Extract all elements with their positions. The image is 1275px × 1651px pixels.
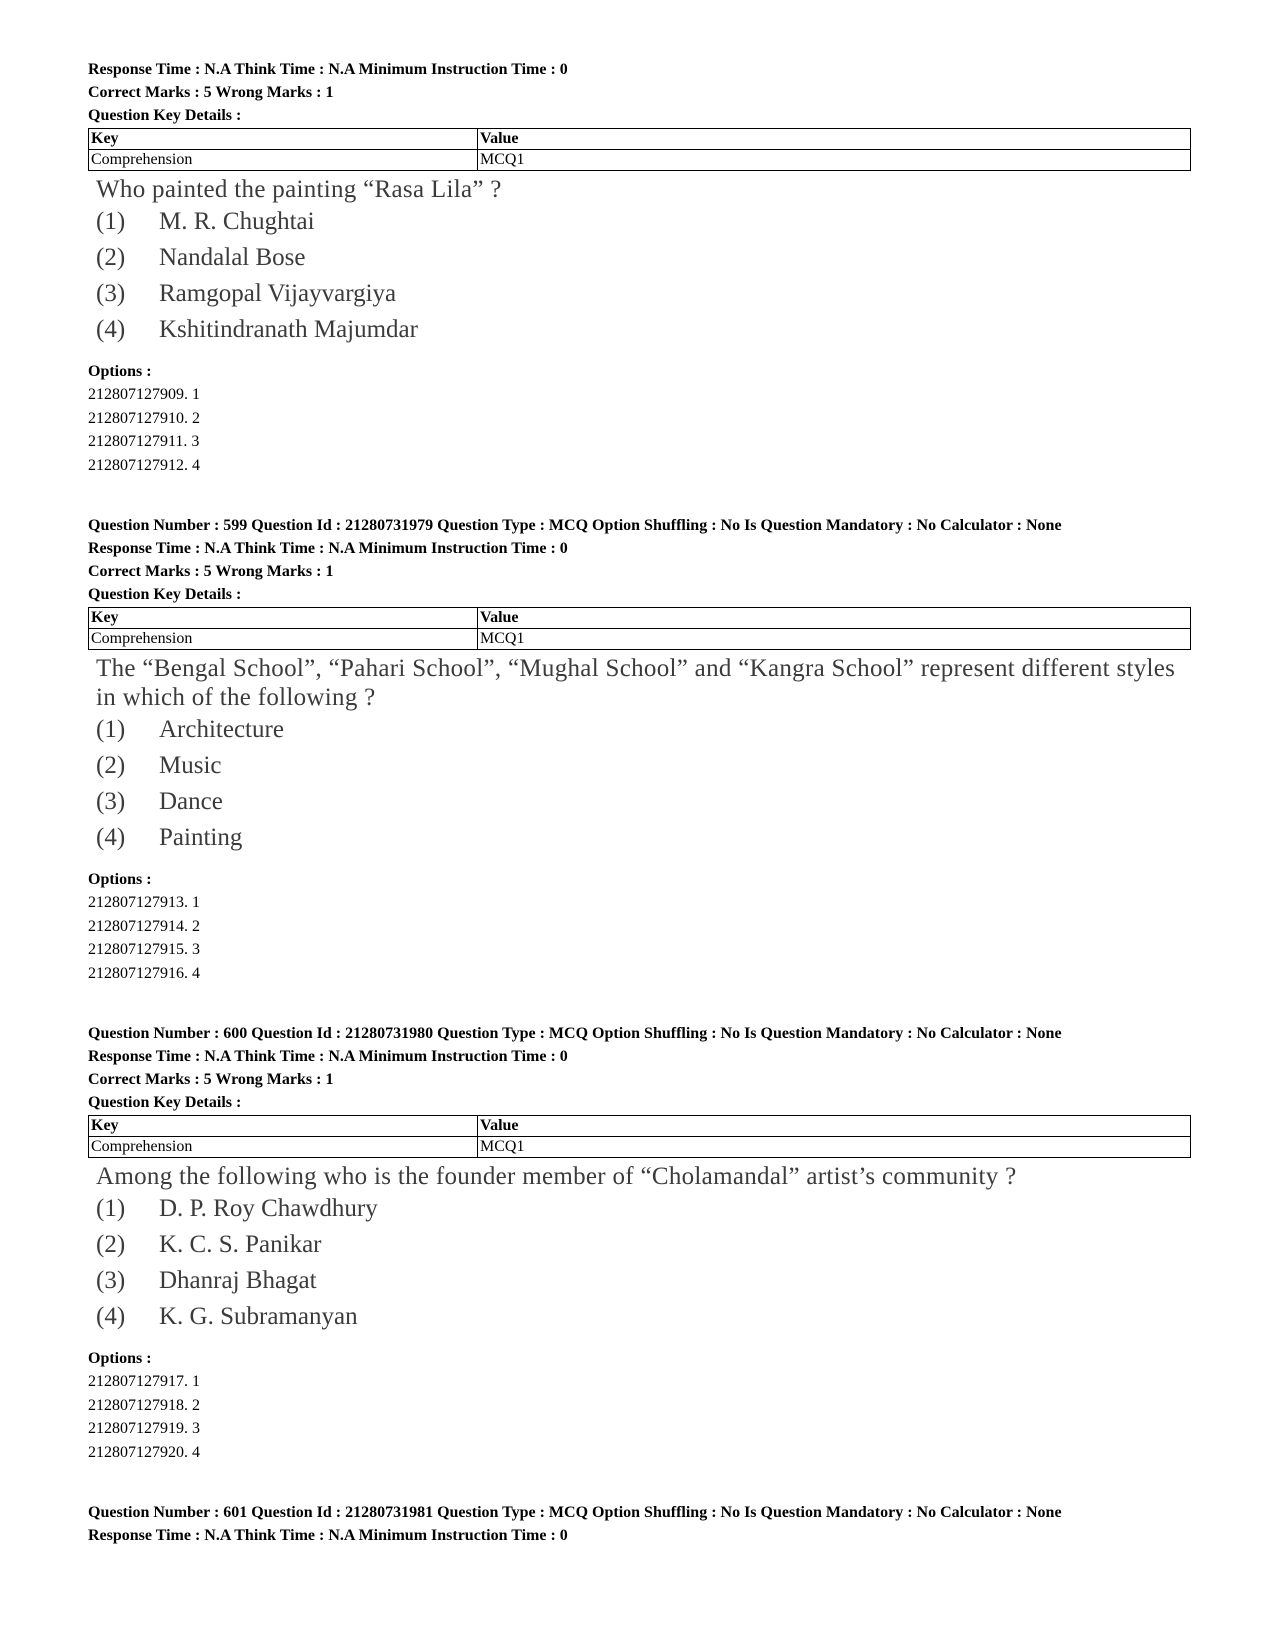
- marks-line: Correct Marks : 5 Wrong Marks : 1: [88, 563, 334, 580]
- question-header: Question Number : 599 Question Id : 21280731979 Question Type : MCQ Option Shuffling : No Is Question Mandatory : No Calculator : None: [88, 517, 1062, 534]
- question-image: [96, 654, 1188, 856]
- choice-text: Painting: [159, 824, 243, 851]
- key-details-label: Question Key Details :: [88, 1094, 242, 1111]
- choice: [96, 712, 1188, 748]
- question-image: [96, 175, 1188, 348]
- choice-text: Kshitindranath Majumdar: [159, 316, 418, 343]
- question-text: The “Bengal School”, “Pahari School”, “Mughal School” and “Kangra School” represent different styles in which of the following ?: [96, 655, 1176, 711]
- choice-number: (2): [96, 244, 126, 271]
- option-id: 212807127914. 2: [88, 917, 200, 935]
- marks-line: Correct Marks : 5 Wrong Marks : 1: [88, 1071, 334, 1088]
- options-label: Options :: [88, 871, 152, 888]
- choice-number: (4): [96, 316, 126, 343]
- choice-text: D. P. Roy Chawdhury: [159, 1195, 378, 1222]
- option-id: 212807127913. 1: [88, 894, 200, 911]
- option-id: 212807127911. 3: [88, 433, 200, 450]
- key-details-label: Question Key Details :: [88, 107, 242, 124]
- question-image: [96, 1162, 1188, 1335]
- choice-number: (1): [96, 1195, 126, 1222]
- question-header: Question Number : 600 Question Id : 21280731980 Question Type : MCQ Option Shuffling : No Is Question Mandatory : No Calculator : None: [88, 1025, 1062, 1042]
- choice-number: (1): [96, 208, 126, 235]
- choice-number: (2): [96, 1231, 126, 1258]
- choice-number: (3): [96, 1267, 126, 1294]
- value-cell: MCQ1: [478, 629, 1191, 650]
- choice-number: (4): [96, 824, 126, 851]
- choice: [96, 784, 1188, 820]
- option-id: 212807127915. 3: [88, 941, 200, 958]
- value-cell: MCQ1: [478, 150, 1191, 171]
- response-time-line: Response Time : N.A Think Time : N.A Minimum Instruction Time : 0: [88, 540, 568, 557]
- choice-text: Nandalal Bose: [159, 244, 306, 271]
- choice-text: Ramgopal Vijayvargiya: [159, 280, 397, 307]
- key-value-table: [88, 607, 1191, 650]
- options-label: Options :: [88, 1350, 152, 1367]
- value-header: Value: [478, 129, 1191, 150]
- option-id: 212807127919. 3: [88, 1420, 200, 1437]
- choice-text: Dance: [159, 788, 223, 815]
- response-time-line: Response Time : N.A Think Time : N.A Minimum Instruction Time : 0: [88, 1527, 568, 1544]
- document-page: [88, 58, 1188, 1584]
- key-cell: Comprehension: [89, 150, 478, 171]
- response-time-line: Response Time : N.A Think Time : N.A Minimum Instruction Time : 0: [88, 61, 568, 78]
- choice: [96, 276, 1188, 312]
- choice-text: M. R. Chughtai: [159, 208, 315, 235]
- question-block: [88, 58, 1188, 477]
- choice: [96, 1227, 1188, 1263]
- choice-number: (3): [96, 280, 126, 307]
- key-header: Key: [89, 1116, 478, 1137]
- choice-number: (4): [96, 1303, 126, 1330]
- response-time-line: Response Time : N.A Think Time : N.A Minimum Instruction Time : 0: [88, 1048, 568, 1065]
- value-header: Value: [478, 1116, 1191, 1137]
- key-value-table: [88, 1115, 1191, 1158]
- choice-number: (2): [96, 752, 126, 779]
- choice-number: (1): [96, 716, 126, 743]
- choice: [96, 204, 1188, 240]
- choice-text: Dhanraj Bhagat: [159, 1267, 317, 1294]
- choice: [96, 1263, 1188, 1299]
- key-cell: Comprehension: [89, 1137, 478, 1158]
- question-block: [88, 1501, 1188, 1547]
- question-text: Among the following who is the founder member of “Cholamandal” artist’s community ?: [96, 1163, 1017, 1190]
- choice-text: K. C. S. Panikar: [159, 1231, 322, 1258]
- choice: [96, 748, 1188, 784]
- question-block: [88, 1022, 1188, 1464]
- choice-text: Music: [159, 752, 222, 779]
- option-id: 212807127910. 2: [88, 409, 200, 427]
- choice: [96, 240, 1188, 276]
- value-cell: MCQ1: [478, 1137, 1191, 1158]
- marks-line: Correct Marks : 5 Wrong Marks : 1: [88, 84, 334, 101]
- options-label: Options :: [88, 363, 152, 380]
- value-header: Value: [478, 608, 1191, 629]
- key-header: Key: [89, 129, 478, 150]
- option-id: 212807127920. 4: [88, 1443, 200, 1461]
- choice: [96, 1299, 1188, 1335]
- choice-number: (3): [96, 788, 126, 815]
- key-cell: Comprehension: [89, 629, 478, 650]
- choice-text: K. G. Subramanyan: [159, 1303, 358, 1330]
- key-details-label: Question Key Details :: [88, 586, 242, 603]
- key-header: Key: [89, 608, 478, 629]
- question-block: [88, 514, 1188, 985]
- option-id: 212807127909. 1: [88, 386, 200, 403]
- choice: [96, 1191, 1188, 1227]
- question-text: Who painted the painting “Rasa Lila” ?: [96, 176, 502, 203]
- choice: [96, 820, 1188, 856]
- question-header: Question Number : 601 Question Id : 21280731981 Question Type : MCQ Option Shuffling : No Is Question Mandatory : No Calculator : None: [88, 1504, 1062, 1521]
- option-id: 212807127917. 1: [88, 1373, 200, 1390]
- choice: [96, 312, 1188, 348]
- option-id: 212807127912. 4: [88, 456, 200, 474]
- key-value-table: [88, 128, 1191, 171]
- option-id: 212807127916. 4: [88, 964, 200, 982]
- choice-text: Architecture: [159, 716, 284, 743]
- option-id: 212807127918. 2: [88, 1396, 200, 1414]
